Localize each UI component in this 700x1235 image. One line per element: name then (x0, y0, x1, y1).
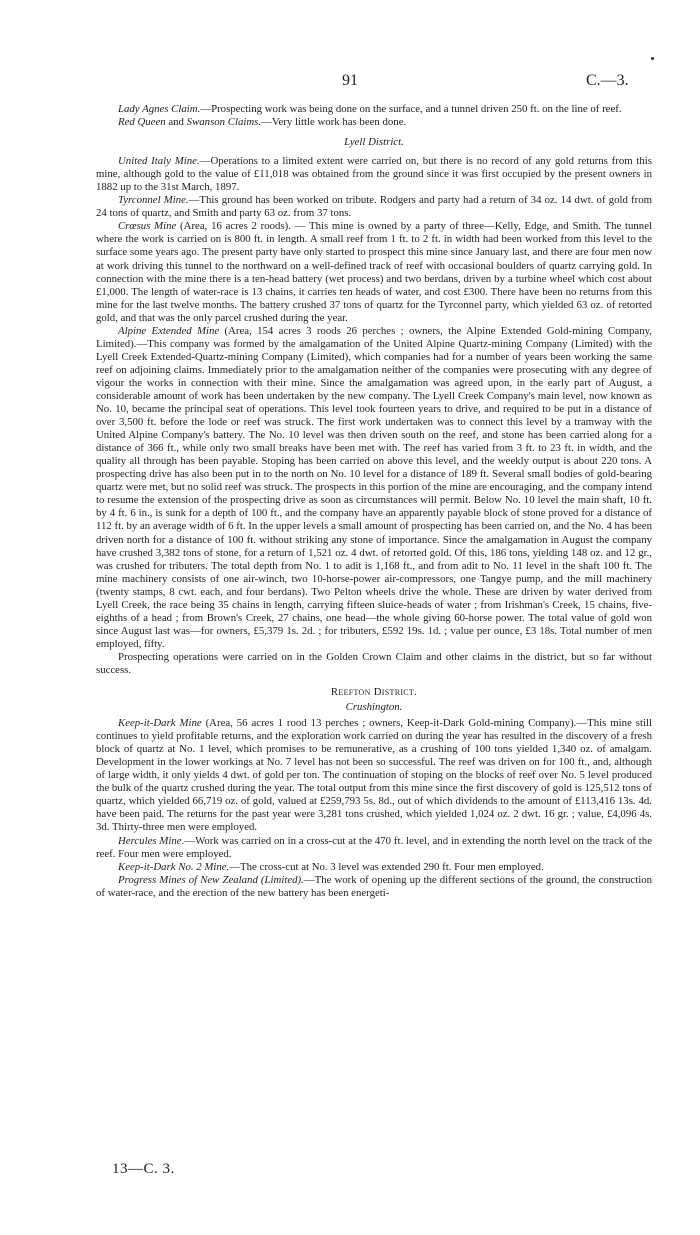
paragraph-title: Keep-it-Dark No. 2 Mine. (118, 860, 230, 873)
paragraph-text: —The cross-cut at No. 3 level was extended 290 ft. Four men employed. (229, 860, 544, 873)
paragraph-lady-agnes (96, 103, 652, 116)
body-text (96, 103, 652, 900)
paragraph-title: Keep-it-Dark Mine (118, 717, 202, 730)
paragraph-text: —Very little work has been done. (261, 116, 407, 129)
paragraph-title: Tyrconnel Mine. (118, 194, 189, 207)
paragraph-text: (Area, 154 acres 3 roods 26 perches ; owners, the Alpine Extended Gold-mining Company, Limited).—This company was formed by the amalgamation of the United Alpine Quartz-mining Company (Limited) with the Lyell Creek Extended-Quartz-mining Company (Limited), which companies had for a number of years been working the same reef on adjoining claims. Immediately prior to the amalgamation neither of the companies were prosecuting with any degree of vigour the works in connection with their mine. Since the amalgamation was agreed upon, in the early part of August, a considerable amount of work has been undertaken by the new company. The Lyell Creek Company's main level, now known as No. 10, became the principal seat of operations. This level took fourteen years to drive, and required to be put in a distance of over 3,500 ft. before the lode or reef was struck. The first work undertaken was to connect this level by a tramway with the United Alpine Company's battery. The No. 10 level was then driven south on the reef, and stone has been carried along for a distance of 366 ft., while only two small breaks have been met with. The reef has varied from 3 ft. to 23 ft. in width, and the quality all through has been payable. Stoping has been carried on above this level, and the weekly output is about 220 tons. A prospecting drive has also been put in to the north on No. 10 level for a distance of 189 ft. Several small bodies of gold-bearing quartz were met, but no solid reef was struck. The prospects in this portion of the mine are encouraging, and the company intend to resume the extension of the prospecting drive as soon as circumstances will permit. Below No. 10 level the main shaft, 10 ft. by 4 ft. 6 in., is sunk for a depth of 100 ft., and the company have an apparently payable block of stone proved for a distance of 112 ft. by an average width of 6 ft. In the upper levels a small amount of prospecting has been carried on, and the No. 4 has been driven north for a distance of 100 ft. without striking any stone of importance. Since the amalgamation in August the company have crushed 3,382 tons of stone, for a return of 1,521 oz. 4 dwt. of retorted gold. Of this, 186 tons, yielding 148 oz. and 12 gr., was crushed for tributers. The total depth from No. 1 to adit is 1,168 ft., and from adit to No. 11 level in the shaft 100 ft. The mine machinery consists of one air-winch, two 10-horse-power air-compressors, one Tangye pump, and the mill machinery (twenty stamps, 8 cwt. each, and four berdans). Two Pelton wheels drive the whole. These are driven by water derived from Lyell Creek, the race being 35 chains in length, carrying fifteen sluice-heads of water ; from Irishman's Creek, 15 chains, five-eighths of a head ; from Brown's Creek, 27 chains, one head—the whole giving 60-horse power. The total value of gold won since August last was—for owners, £5,379 1s. 2d. ; for tributers, £592 19s. 1d. ; value per ounce, £3 18s. Total number of men employed, fifty. (96, 324, 652, 650)
paragraph-title: Progress Mines of New Zealand (Limited). (118, 873, 304, 886)
paragraph-text: (Area, 56 acres 1 rood 13 perches ; owners, Keep-it-Dark Gold-mining Company).—This mine still continues to yield profitable returns, and the exploration work carried on during the year has resulted in the discovery of a fresh block of quartz at No. 1 level, which promises to be remunerative, as a crushing of 100 tons yielded 1,340 oz. of amalgam. Development in the lower workings at No. 7 level has not been so successful. The reef was driven on for 100 ft., and, although of large width, it only yields 4 dwt. of gold per ton. The continuation of stoping on the blocks of reef over No. 5 level produced the bulk of the quartz crushed during the year. The total output from this mine since the first discovery of gold is 125,512 tons of quartz, which yielded 66,719 oz. of gold, valued at £259,793 5s. 8d., out of which dividends to the amount of £113,416 13s. 4d. have been paid. The returns for the past year were 3,281 tons crushed, which yielded 1,024 oz. 2 dwt. 16 gr. ; value, £4,096 4s. 3d. Thirty-three men were employed. (96, 717, 652, 834)
paragraph-text: —The work of opening up the different sections of the ground, the construction of water-race, and the erection of the new battery has been energeti- (96, 873, 653, 899)
document-reference: C.—3. (586, 72, 629, 89)
paragraph-title: Red Queen (118, 116, 166, 129)
paragraph-title: Alpine Extended Mine (118, 324, 220, 337)
paragraph-text: —This ground has been worked on tribute. Rodgers and party had a return of 34 oz. 14 dwt. of gold from 24 tons of quartz, and Smith and party 63 oz. from 37 tons. (96, 194, 652, 220)
paragraph-united-italy (96, 155, 652, 194)
paragraph-text: (Area, 16 acres 2 roods). — This mine is owned by a party of three—Kelly, Edge, and Smith. The tunnel where the work is carried on is 800 ft. in length. A small reef from 1 ft. to 2 ft. in width had been worked from this level to the surface some years ago. The present party have only started to prospect this mine since January last, and there are four men now at work driving this tunnel to the northward on a well-defined track of reef with occasional boulders of quartz carrying gold. In connection with the mine there is a ten-head battery (wet process) and two berdans, driven by a turbine wheel which cost about £1,000. The length of water-race is 13 chains, it carries ten heads of water, and cost £300. There have been no returns from this mine for the last twelve months. The battery crushed 37 tons of quartz for the Tyrconnel party, which yielded 63 oz. of retorted gold, and that was the only parcel crushed during the year. (96, 220, 652, 324)
section-heading-lyell: Lyell District. (344, 136, 404, 149)
paragraph-title: Hercules Mine. (118, 834, 185, 847)
page-number: 91 (342, 72, 358, 89)
paragraph-title: Lady Agnes Claim. (118, 103, 201, 115)
paragraph-progress-mines (96, 874, 652, 900)
paragraph-croesus (96, 220, 652, 324)
paragraph-keep-it-dark-2 (96, 861, 652, 874)
paragraph-alpine-extended (96, 325, 652, 651)
paragraph-title: United Italy Mine. (118, 155, 200, 168)
paragraph-text: —Operations to a limited extent were carried on, but there is no record of any gold returns from this mine, although gold to the value of £11,018 was obtained from the ground since it was first occupied by the present owners in 1882 up to the 31st March, 1897. (96, 155, 653, 194)
page-mark (651, 57, 654, 60)
paragraph-hercules (96, 835, 652, 861)
paragraph-red-queen (96, 116, 652, 129)
paragraph-title: Crœsus Mine (118, 220, 177, 233)
paragraph-connector: and (165, 116, 187, 129)
paragraph-tyrconnel (96, 194, 652, 220)
paragraph-prospecting (96, 651, 652, 677)
section-heading-reefton: Reefton District. (330, 686, 418, 699)
page-footer-signature: 13—C. 3. (112, 1161, 175, 1177)
paragraph-keep-it-dark (96, 717, 652, 834)
paragraph-text: Prospecting operations were carried on in the Golden Crown Claim and other claims in the district, but so far without success. (96, 650, 652, 676)
paragraph-text: —Prospecting work was being done on the surface, and a tunnel driven 250 ft. on the line of reef. (200, 103, 622, 115)
paragraph-text: —Work was carried on in a cross-cut at the 470 ft. level, and in extending the north level on the track of the reef. Four men were employed. (96, 834, 652, 860)
subsection-heading-crushington: Crushington. (345, 701, 403, 714)
paragraph-title: Swanson Claims. (186, 116, 262, 129)
